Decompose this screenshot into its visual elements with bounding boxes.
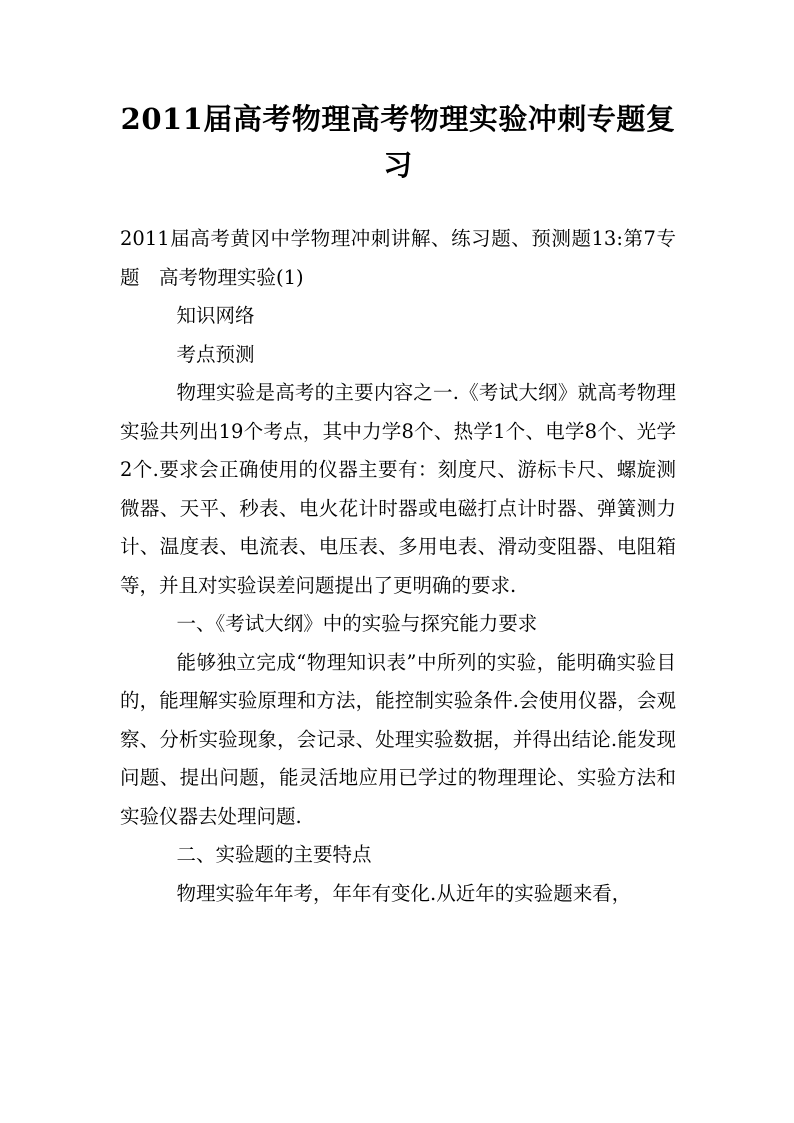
body-paragraph: 能够独立完成“物理知识表”中所列的实验，能明确实验目的，能理解实验原理和方法，能控制实验条件.会使用仪器，会观察、分析实验现象，会记录、处理实验数据，并得出结论.能发现问题、提出问题，能灵活地应用已学过的物理理论、实验方法和实验仪器去处理问题. xyxy=(120,650,676,828)
document-title: 2011届高考物理高考物理实验冲刺专题复习 xyxy=(120,102,676,182)
section-heading-knowledge-network: 知识网络 xyxy=(176,304,255,327)
body-paragraph: 物理实验年年考，年年有变化.从近年的实验题来看， xyxy=(176,881,632,905)
section-heading-syllabus-requirements: 一、《考试大纲》中的实验与探究能力要求 xyxy=(176,612,538,635)
section-heading-exam-prediction: 考点预测 xyxy=(176,342,255,366)
body-paragraph: 物理实验是高考的主要内容之一.《考试大纲》就高考物理实验共列出19个考点，其中力学8个、热学1个、电学8个、光学2个.要求会正确使用的仪器主要有：刻度尺、游标卡尺、螺旋测微器、天平、秒表、电火花计时器或电磁打点计时器、弹簧测力计、温度表、电流表、电压表、多用电表、滑动变阻器、电阻箱等，并且对实验误差问题提出了更明确的要求. xyxy=(120,381,676,597)
section-heading-main-features: 二、实验题的主要特点 xyxy=(176,843,372,866)
intro-paragraph: 2011届高考黄冈中学物理冲刺讲解、练习题、预测题13:第7专题 高考物理实验(1) xyxy=(120,227,676,289)
document-body xyxy=(120,220,676,913)
